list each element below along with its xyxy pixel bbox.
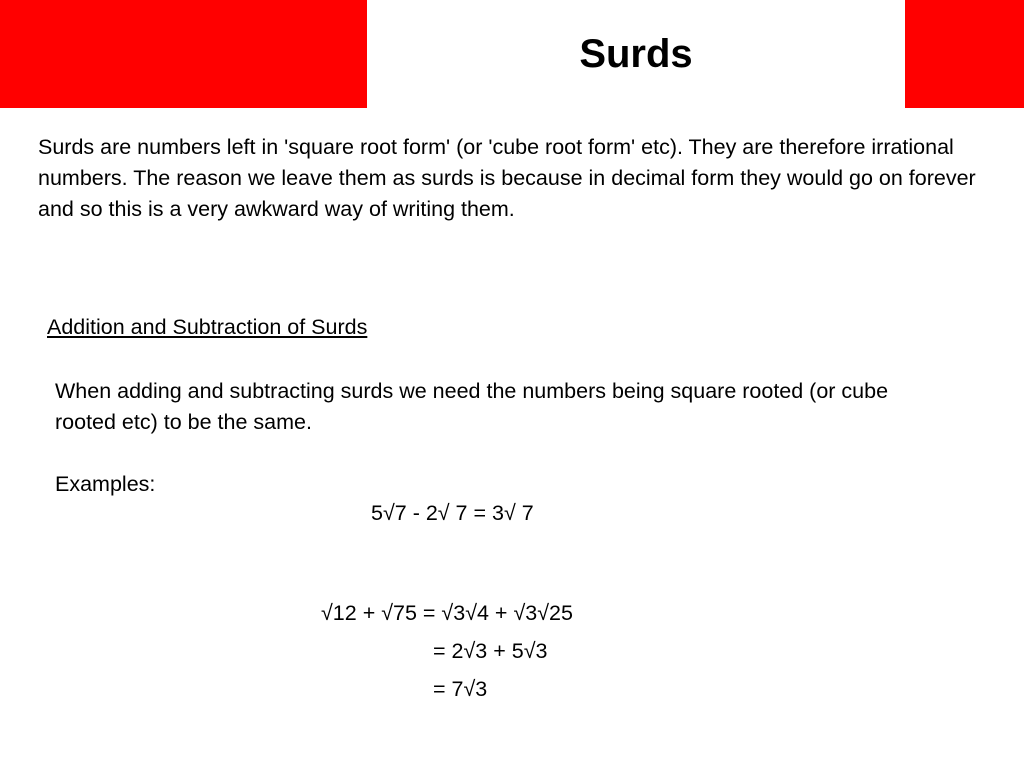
examples-label: Examples: [55,472,156,496]
slide-title: Surds [579,32,693,76]
example-equation-2: √12 + √75 = √3√4 + √3√25 [321,601,573,625]
intro-paragraph: Surds are numbers left in 'square root form' (or 'cube root form' etc). They are therefore irrational numbers. The reason we leave them as surds is because in decimal form they would go on forever and so this is a very awkward way of writing them. [38,135,976,221]
accent-bar-right [905,0,1024,108]
example-equation-1: 5√7 - 2√ 7 = 3√ 7 [371,501,534,525]
section-body: When adding and subtracting surds we need the numbers being square rooted (or cube rooted etc) to be the same. [55,379,889,434]
section-heading: Addition and Subtraction of Surds [47,315,368,339]
example-equation-2-step-3: = 7√3 [433,677,488,701]
example-equation-2-step-2: = 2√3 + 5√3 [433,639,548,663]
accent-bar-left [0,0,367,108]
